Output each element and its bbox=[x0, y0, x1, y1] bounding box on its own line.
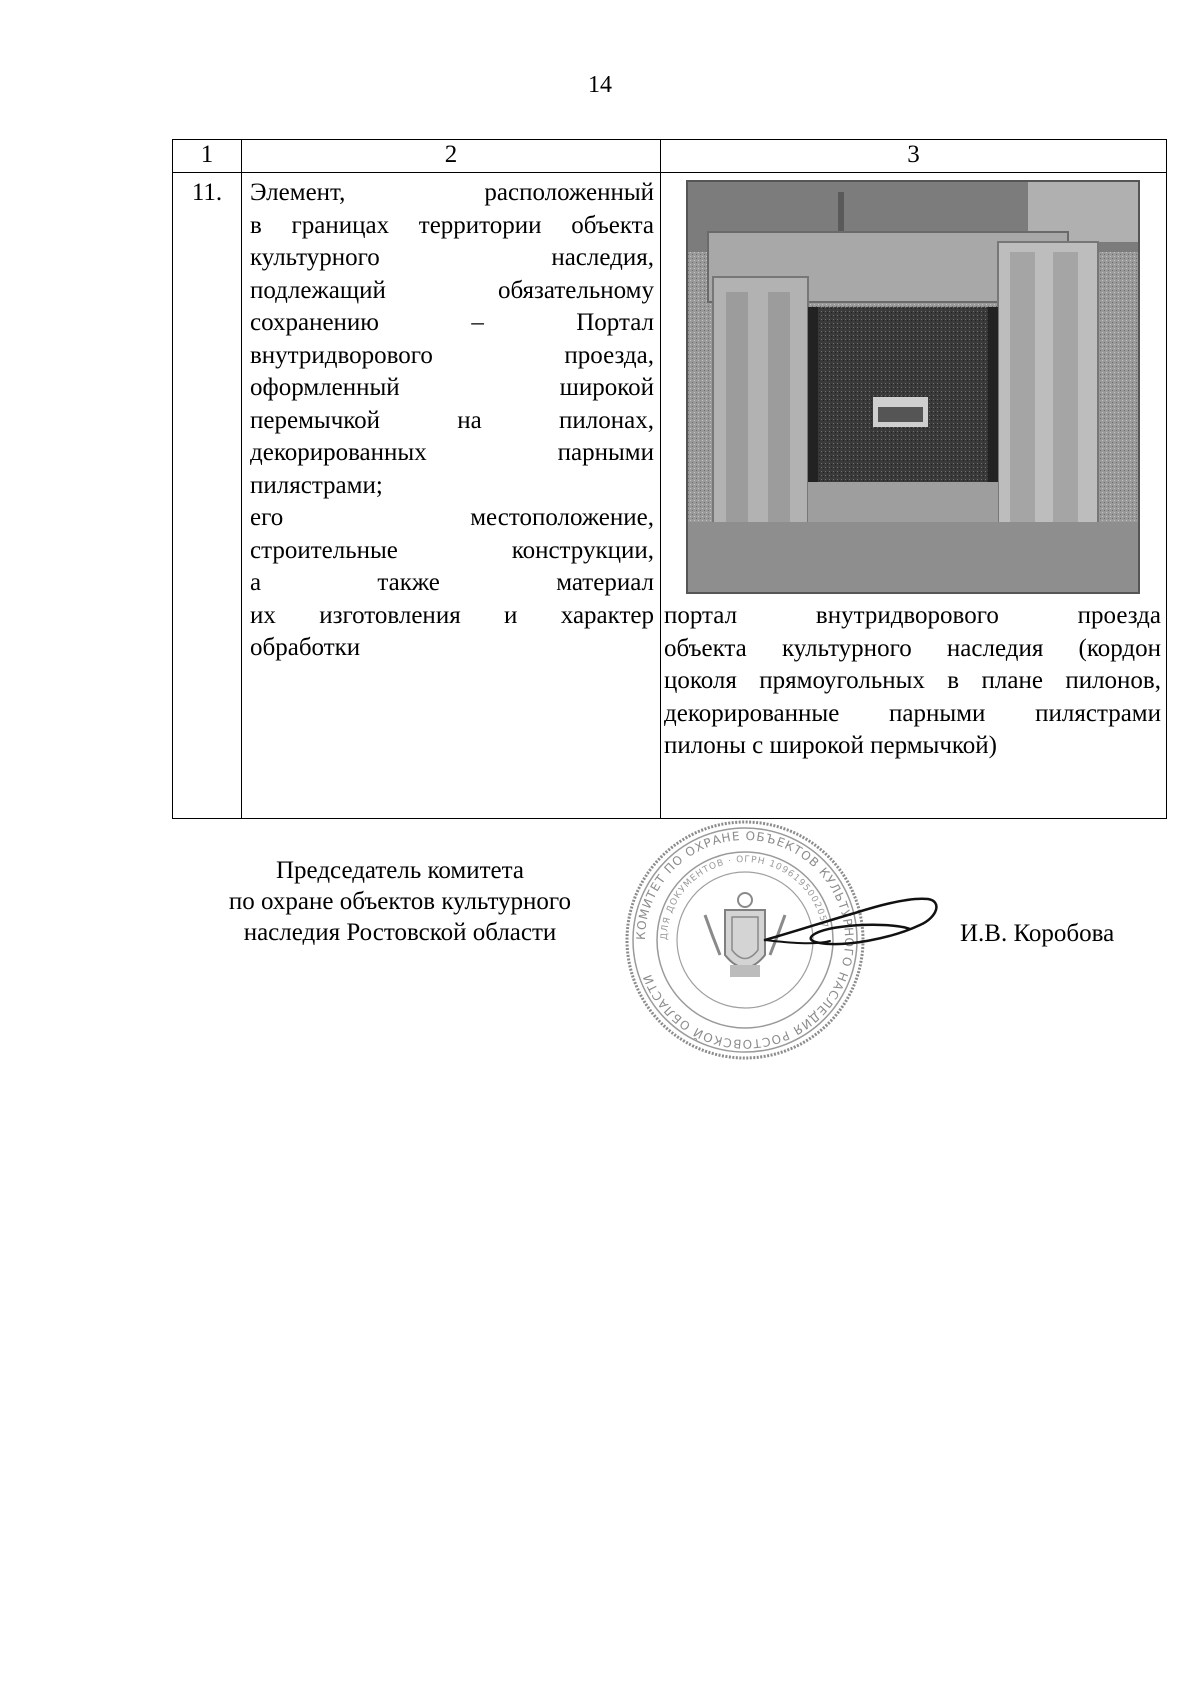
row-number: 11. bbox=[191, 179, 223, 206]
signer-title-line: по охране объектов культурного bbox=[228, 888, 572, 915]
description-line: в границах территории объекта bbox=[250, 211, 654, 239]
description-line: сохранению – Портал bbox=[250, 309, 654, 336]
description-line: их изготовления и характер bbox=[250, 601, 654, 629]
description-line: а также материал bbox=[250, 569, 654, 596]
header-col-1: 1 bbox=[173, 140, 242, 173]
portal-photo bbox=[686, 180, 1140, 594]
row-number-cell bbox=[173, 173, 242, 819]
caption-line: цоколя прямоугольных в плане пилонов, bbox=[664, 667, 1161, 694]
portal-photo-image bbox=[688, 182, 1138, 592]
handwritten-signature bbox=[760, 885, 960, 965]
table-row bbox=[173, 173, 1167, 819]
description-line: подлежащий обязательному bbox=[250, 276, 654, 304]
header-col-2: 2 bbox=[242, 140, 661, 173]
description-line: Элемент, расположенный bbox=[250, 179, 654, 206]
description-line: обработки bbox=[250, 634, 361, 661]
seal-inner-text: ДЛЯ ДОКУМЕНТОВ · ОГРН 1096195002057 bbox=[659, 854, 830, 941]
description-line: декорированных парными bbox=[250, 439, 654, 466]
caption-line: портал внутридворового проезда bbox=[664, 602, 1161, 629]
page-number: 14 bbox=[588, 72, 612, 98]
row-description-cell bbox=[242, 173, 661, 819]
signature-icon bbox=[760, 885, 960, 965]
signer-name: И.В. Коробова bbox=[960, 920, 1115, 947]
photo-caption bbox=[661, 594, 1166, 763]
element-description bbox=[242, 173, 660, 665]
table-header-row bbox=[173, 140, 1167, 173]
caption-line: объекта культурного наследия (кордон bbox=[664, 634, 1161, 662]
seal-outer-text: КОМИТЕТ ПО ОХРАНЕ ОБЪЕКТОВ КУЛЬТУРНОГО НАСЛЕДИЯ РОСТОВСКОЙ ОБЛАСТИ bbox=[633, 828, 857, 1052]
caption-line: декорированные парными пилястрами bbox=[664, 699, 1161, 727]
description-line: его местоположение, bbox=[250, 504, 654, 531]
description-line: оформленный широкой bbox=[250, 374, 654, 401]
header-col-3: 3 bbox=[661, 140, 1167, 173]
description-line: строительные конструкции, bbox=[250, 536, 654, 564]
row-photo-cell bbox=[661, 173, 1167, 819]
description-line: пилястрами; bbox=[250, 471, 383, 499]
signer-title bbox=[190, 855, 610, 948]
caption-line: пилоны с широкой пермычкой) bbox=[664, 732, 998, 759]
signer-title-line: Председатель комитета bbox=[276, 857, 524, 884]
signer-title-line: наследия Ростовской области bbox=[243, 919, 557, 946]
description-line: перемычкой на пилонах, bbox=[250, 406, 654, 434]
description-line: внутридворового проезда, bbox=[250, 341, 654, 369]
heritage-elements-table bbox=[172, 139, 1167, 819]
description-line: культурного наследия, bbox=[250, 244, 654, 271]
